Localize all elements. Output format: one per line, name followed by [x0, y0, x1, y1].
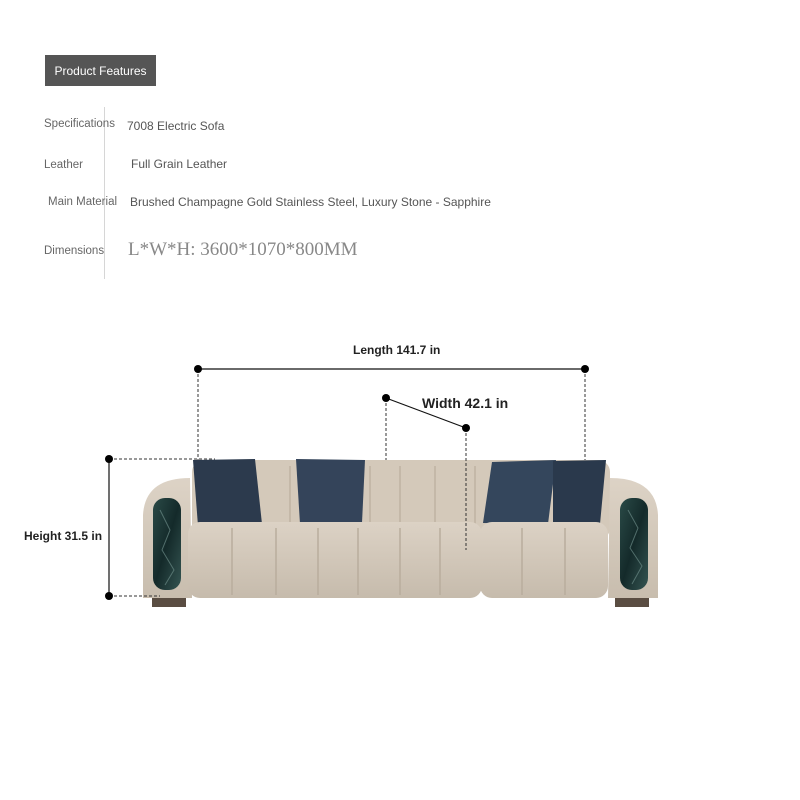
- spec-label-dimensions: Dimensions: [44, 245, 105, 257]
- sofa-arm-right: [608, 478, 658, 598]
- sofa-arm-left: [143, 478, 192, 598]
- product-features-label: Product Features: [54, 63, 147, 78]
- spec-label-specifications: Specifications: [44, 118, 115, 130]
- height-label: Height 31.5 in: [24, 529, 103, 543]
- spec-value-main-material: Brushed Champagne Gold Stainless Steel, Luxury Stone - Sapphire: [130, 195, 491, 209]
- length-dimension-line: [194, 365, 589, 460]
- spec-value-specifications: 7008 Electric Sofa: [127, 119, 225, 133]
- width-label: Width 42.1 in: [422, 395, 509, 411]
- length-label: Length 141.7 in: [353, 343, 441, 357]
- spec-label-leather: Leather: [44, 159, 84, 171]
- spec-value-leather: Full Grain Leather: [131, 157, 228, 171]
- sofa-seat: [188, 522, 608, 598]
- spec-label-main-material: Main Material: [48, 196, 118, 208]
- spec-value-dimensions: L*W*H: 3600*1070*800MM: [128, 239, 358, 260]
